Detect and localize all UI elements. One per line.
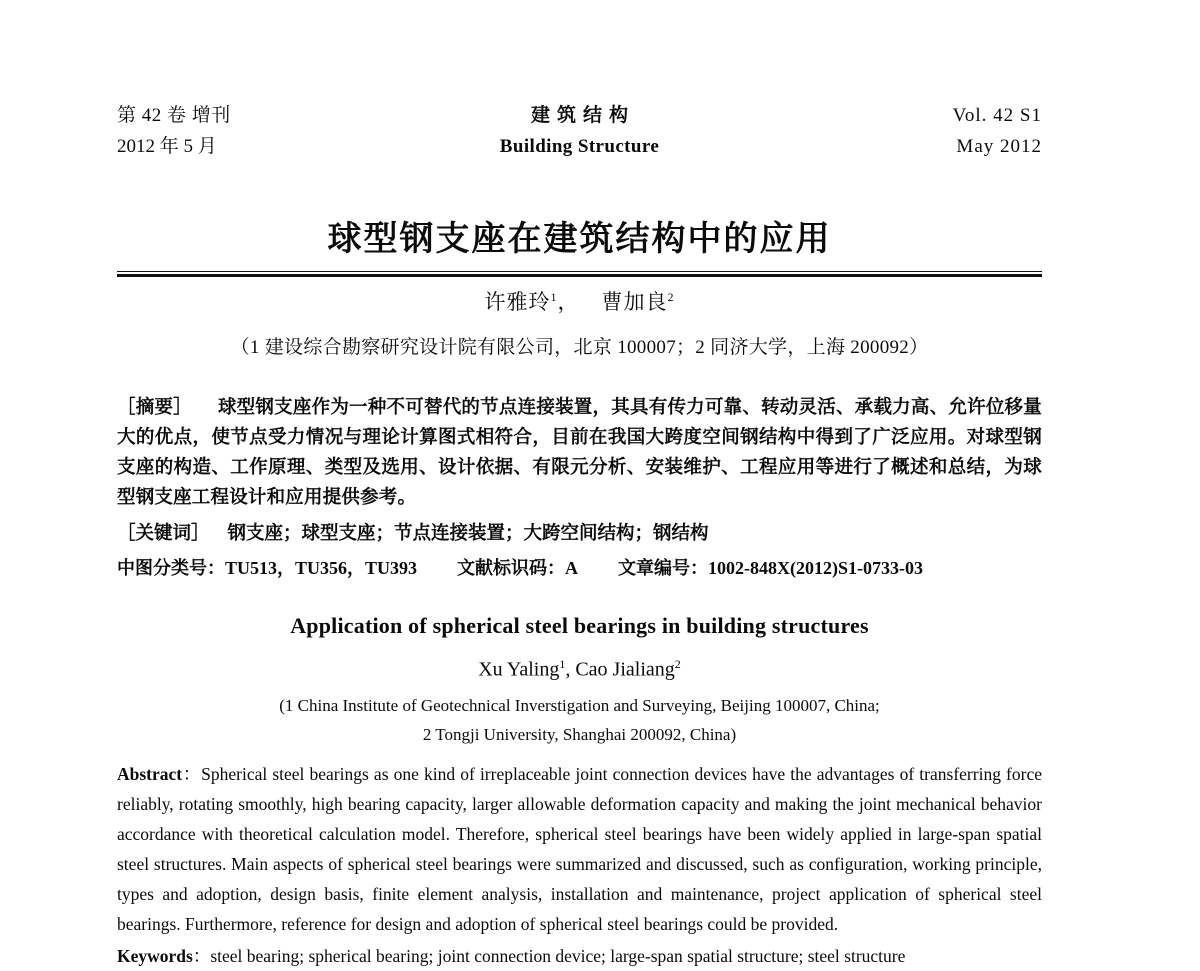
article-number-label: 文章编号： [618, 558, 709, 579]
abstract-cn [117, 393, 1042, 513]
keywords-text-en: steel bearing; spherical bearing; joint connection device; large-span spatial structure; steel structure [210, 946, 906, 967]
running-head [117, 100, 1042, 172]
keywords-label-en: Keywords [117, 946, 193, 967]
abstract-label-cn: ［摘要］ [117, 398, 192, 419]
journal-name-en: Building Structure [499, 136, 660, 157]
author-name-en-2: Cao Jialiang [575, 659, 675, 682]
author-name-en-1: Xu Yaling [478, 659, 560, 682]
affiliation-cn: （1 建设综合勘察研究设计院有限公司，北京 100007；2 同济大学，上海 200092） [230, 337, 929, 359]
document-code-value: A [565, 558, 579, 579]
running-head-right [953, 100, 1042, 162]
affiliation-en-line-2: 2 Tongji University, Shanghai 200092, China) [422, 725, 737, 745]
author-separator: ， [557, 290, 580, 315]
abstract-separator-en: ： [182, 764, 202, 785]
page-title: 球型钢支座在建筑结构中的应用 [327, 221, 832, 258]
page-title-en: Application of spherical steel bearings in building structures [290, 613, 869, 639]
affiliation-en [117, 691, 1042, 749]
clc-value: TU513，TU356，TU393 [225, 558, 418, 579]
document-code-label: 文献标识码： [457, 558, 566, 579]
author-affil-marker-2: 2 [667, 290, 675, 305]
volume-issue-cn: 第 42 卷 增刊 [117, 105, 231, 126]
header-rule-thin [117, 271, 1042, 272]
keywords-en [117, 941, 1042, 971]
author-list-en [117, 657, 1042, 682]
running-head-center [117, 100, 1042, 162]
author-name-cn-1: 许雅玲 [484, 290, 551, 315]
clc-label: 中图分类号： [117, 558, 225, 579]
author-affil-marker-en-2: 2 [674, 657, 681, 672]
author-affil-marker-1: 1 [550, 290, 558, 305]
keywords-text-cn: 钢支座；球型支座；节点连接装置；大跨空间结构；钢结构 [227, 524, 709, 545]
article-number-value: 1002-848X(2012)S1-0733-03 [708, 558, 923, 579]
date-cn: 2012 年 5 月 [117, 136, 217, 157]
keywords-label-cn: ［关键词］ [117, 524, 210, 545]
author-affil-marker-en-1: 1 [559, 657, 566, 672]
abstract-en [117, 759, 1042, 939]
abstract-text-en: Spherical steel bearings as one kind of irreplaceable joint connection devices have the advantages of transferring force reliably, rotating smoothly, high bearing capacity, larger allowable deformation capacity and making the joint mechanical behavior accordance with theoretical calculation model. Therefore, spherical steel bearings have been widely applied in large-span spatial steel structures. Main aspects of spherical steel bearings were summarized and discussed, such as configuration, working principle, types and adoption, design basis, finite element analysis, installation and maintenance, project application of spherical steel bearings. Furthermore, reference for design and adoption of spherical steel bearings could be provided. [117, 764, 1043, 935]
header-rule-thick [117, 274, 1042, 277]
affiliation-en-line-1: (1 China Institute of Geotechnical Inverstigation and Surveying, Beijing 100007, China; [279, 696, 880, 716]
page-content-area [117, 0, 1042, 971]
author-separator-en: , [565, 659, 576, 682]
keywords-separator-en: ： [192, 946, 211, 967]
abstract-label-en: Abstract [117, 764, 183, 785]
date-en: May 2012 [956, 136, 1042, 157]
header-divider [117, 271, 1042, 277]
author-name-cn-2: 曹加良 [601, 290, 668, 315]
abstract-text-cn: 球型钢支座作为一种不可替代的节点连接装置，其具有传力可靠、转动灵活、承载力高、允许位移量大的优点，使节点受力情况与理论计算图式相符合，目前在我国大跨度空间钢结构中得到了广泛应用。对球型钢支座的构造、工作原理、类型及选用、设计依据、有限元分析、安装维护、工程应用等进行了概述和总结，为球型钢支座工程设计和应用提供参考。 [117, 398, 1042, 509]
journal-name-cn: 建筑结构 [530, 105, 635, 126]
author-list-cn [117, 286, 1042, 316]
keywords-cn [117, 519, 1042, 549]
classification-line [117, 553, 1042, 583]
volume-issue-en: Vol. 42 S1 [952, 105, 1042, 126]
